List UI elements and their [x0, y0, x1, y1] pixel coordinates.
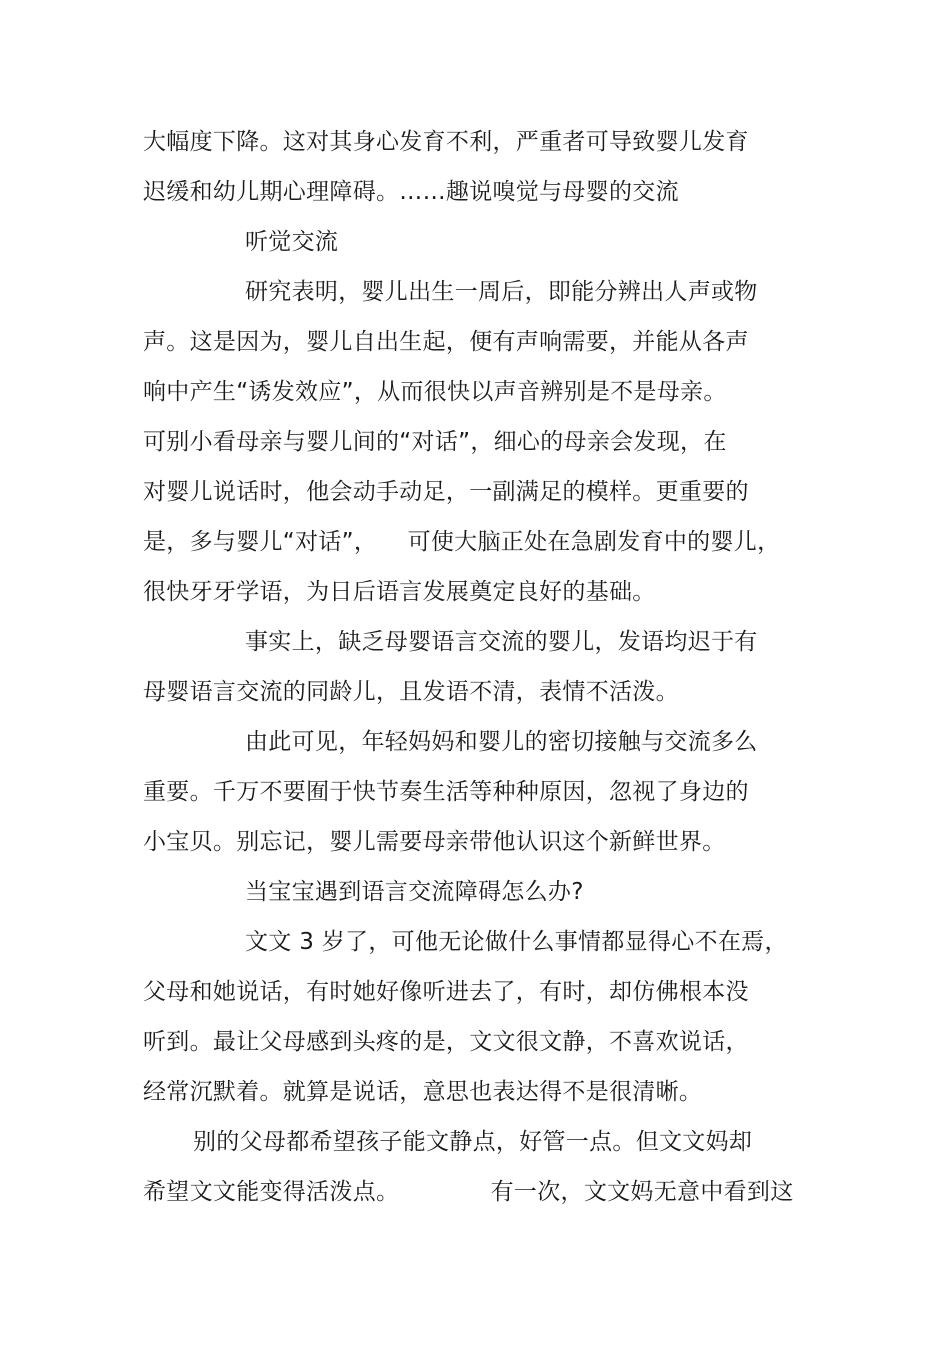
text-line: 声。这是因为，婴儿自出生起，便有声响需要，并能从各声: [143, 329, 749, 355]
text-line: 由此可见，年轻妈妈和婴儿的密切接触与交流多么: [245, 729, 758, 755]
text-line: 希望文文能变得活泼点。 有一次，文文妈无意中看到这: [143, 1179, 794, 1205]
text-line: 父母和她说话，有时她好像听进去了，有时，却仿佛根本没: [143, 979, 749, 1005]
section-heading: 当宝宝遇到语言交流障碍怎么办?: [245, 879, 584, 905]
text-line: 对婴儿说话时，他会动手动足，一副满足的模样。更重要的: [143, 479, 749, 505]
text-line: 文文 3 岁了，可他无论做什么事情都显得心不在焉，: [245, 929, 788, 955]
text-line: 迟缓和幼儿期心理障碍。……趣说嗅觉与母婴的交流: [143, 179, 679, 205]
text-line: 大幅度下降。这对其身心发育不利，严重者可导致婴儿发育: [143, 129, 749, 155]
text-line: 别的父母都希望孩子能文静点，好管一点。但文文妈却: [193, 1129, 753, 1155]
text-line: 事实上，缺乏母婴语言交流的婴儿，发语均迟于有: [245, 629, 758, 655]
text-line: 母婴语言交流的同龄儿，且发语不清，表情不活泼。: [143, 679, 679, 705]
text-line: 小宝贝。别忘记，婴儿需要母亲带他认识这个新鲜世界。: [143, 829, 726, 855]
text-line: 听到。最让父母感到头疼的是，文文很文静，不喜欢说话，: [143, 1029, 749, 1055]
text-line: 是，多与婴儿“对话”， 可使大脑正处在急剧发育中的婴儿，: [143, 529, 781, 555]
text-line: 很快牙牙学语，为日后语言发展奠定良好的基础。: [143, 579, 656, 605]
text-line: 响中产生“诱发效应”，从而很快以声音辨别是不是母亲。: [143, 379, 727, 405]
text-line: 可别小看母亲与婴儿间的“对话”，细心的母亲会发现，在: [143, 429, 727, 455]
text-line: 重要。千万不要囿于快节奏生活等种种原因，忽视了身边的: [143, 779, 749, 805]
section-heading: 听觉交流: [245, 229, 339, 255]
text-line: 研究表明，婴儿出生一周后，即能分辨出人声或物: [245, 279, 758, 305]
text-line: 经常沉默着。就算是说话，意思也表达得不是很清晰。: [143, 1079, 703, 1105]
